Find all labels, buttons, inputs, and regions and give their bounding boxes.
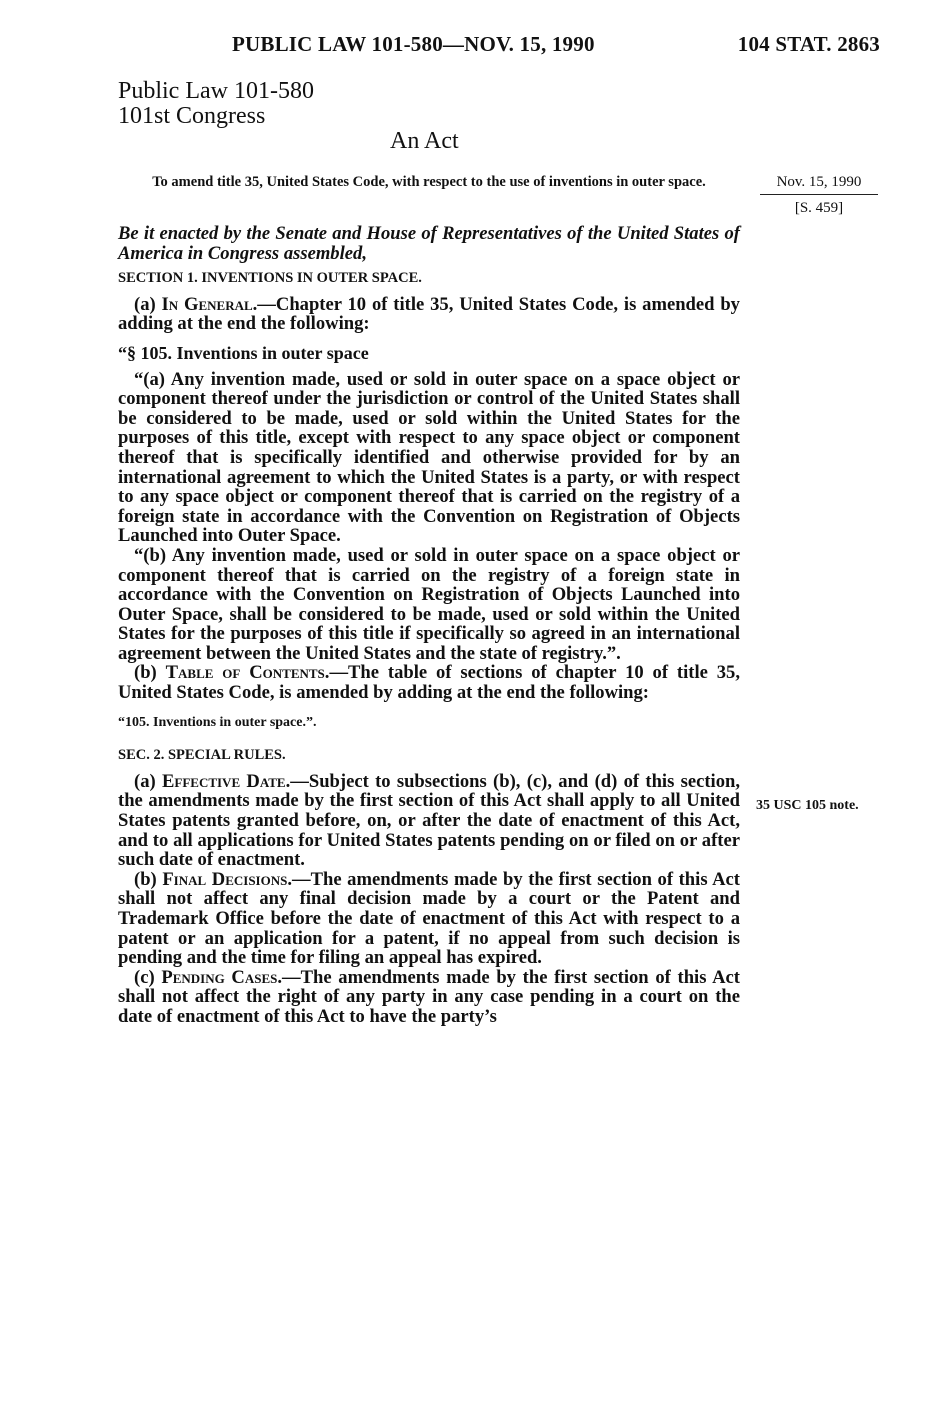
margin-usc-note: 35 USC 105 note. — [756, 798, 859, 813]
section-2-subsection-c — [118, 968, 740, 1027]
subsection-text: —The amendments made by the first section of this Act shall not affect the right of any party in any case pending in a court on the date of enactment of this Act to have the party’s — [118, 966, 740, 1027]
subsection-label: (b) — [134, 662, 166, 684]
subsection-heading: Final Decisions. — [162, 868, 292, 890]
table-of-contents-entry: “105. Inventions in outer space.”. — [118, 714, 317, 730]
subsection-text: —Subject to subsections (b), (c), and (d) of this section, the amendments made by the first section of this Act shall apply to all United States patents granted before, on, or after the date of enactment of this Act, and to all applications for United States patents pending on or filed on or after such date of enactment. — [118, 770, 740, 871]
act-title: An Act — [390, 128, 459, 154]
margin-date: Nov. 15, 1990 — [760, 172, 878, 195]
section-1-subsection-a — [118, 295, 740, 334]
new-section-heading: “§ 105. Inventions in outer space — [118, 342, 369, 363]
subsection-label: (b) — [134, 868, 163, 890]
enacting-clause: Be it enacted by the Senate and House of Representatives of the United States of America in Congress assembled, — [118, 223, 740, 264]
long-title: To amend title 35, United States Code, with respect to the use of inventions in outer space. — [152, 174, 706, 190]
section-2-subsection-b — [118, 870, 740, 968]
subsection-heading: Table of Contents. — [165, 662, 330, 684]
subsection-text: —The table of sections of chapter 10 of title 35, United States Code, is amended by adding at the end the following: — [118, 662, 740, 704]
section-1-subsection-b — [118, 663, 740, 702]
new-section-subsection-b: “(b) Any invention made, used or sold in outer space on a space object or component thereof that is carried on the registry of a foreign state in accordance with the Convention on Registration of Objects Launched into Outer Space, shall be considered to be made, used or sold within the United States for the purposes of this title if specifically so agreed in an international agreement between the United States and the state of registry.”. — [118, 544, 740, 664]
subsection-label: (a) — [134, 293, 162, 315]
subsection-heading: Pending Cases. — [161, 966, 283, 988]
subsection-heading: Effective Date. — [161, 770, 291, 792]
section-1-heading: SECTION 1. INVENTIONS IN OUTER SPACE. — [118, 270, 422, 287]
stat-page-number: 104 STAT. 2863 — [737, 32, 880, 56]
margin-bill-number: [S. 459] — [794, 200, 844, 216]
subsection-heading: In General. — [161, 293, 258, 315]
subsection-text: —Chapter 10 of title 35, United States Code, is amended by adding at the end the following: — [118, 293, 740, 335]
body-text — [118, 224, 740, 1027]
subsection-text: —The amendments made by the first section of this Act shall not affect any final decision made by a court or the Patent and Trademark Office before the date of enactment of this Act with respect to a patent or an application for a patent, if no appeal from such decision is pending and the time for filing an appeal has expired. — [118, 868, 740, 969]
subsection-label: (c) — [134, 966, 162, 988]
public-law-number: Public Law 101-580 — [118, 78, 314, 104]
new-section-subsection-a: “(a) Any invention made, used or sold in outer space on a space object or component thereof under the jurisdiction or control of the United States shall be considered to be made, used or sold within the United States for the purposes of this title, except with respect to any space object or component thereof that is specifically identified and otherwise provided for by an international agreement to which the United States is a party, or with respect to any space object or component thereof that is carried on the registry of a foreign state in accordance with the Convention on Registration of Objects Launched into Outer Space. — [118, 368, 740, 547]
running-head: PUBLIC LAW 101-580—NOV. 15, 1990 — [232, 32, 595, 56]
congress-number: 101st Congress — [118, 103, 266, 129]
subsection-label: (a) — [134, 770, 162, 792]
section-2-subsection-a — [118, 772, 740, 870]
section-2-heading: SEC. 2. SPECIAL RULES. — [118, 747, 286, 764]
